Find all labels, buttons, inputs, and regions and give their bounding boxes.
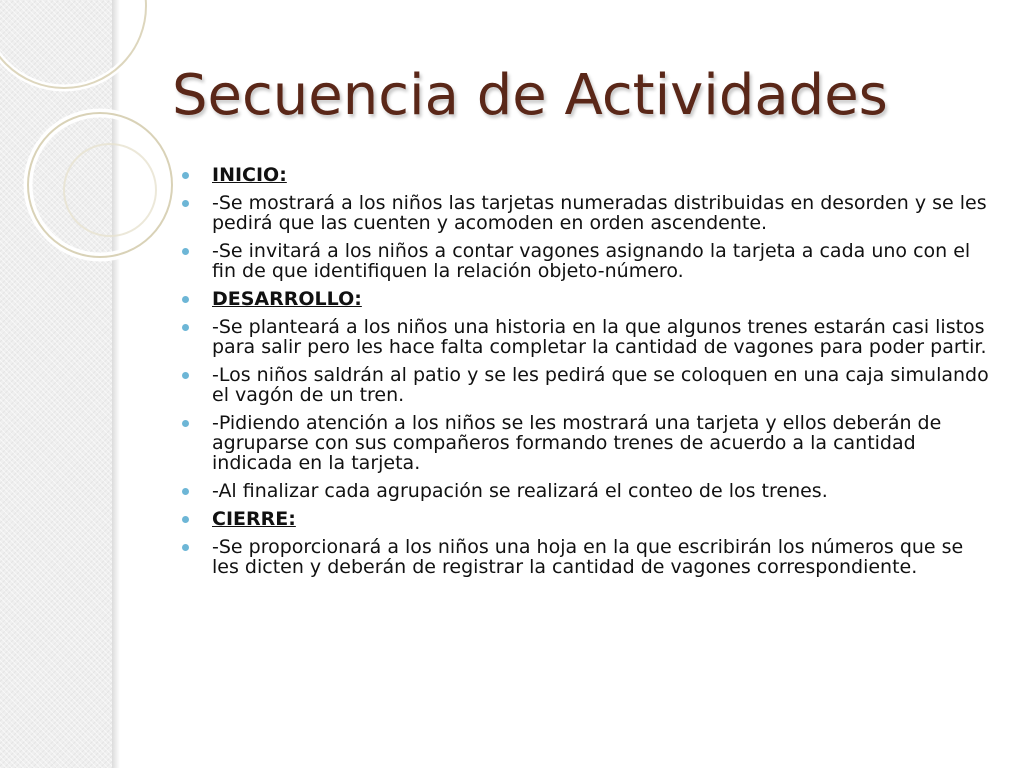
- bullet-dot-icon: [182, 248, 189, 255]
- bullet-dot-icon: [182, 172, 189, 179]
- activity-list: [182, 165, 992, 585]
- bullet-dot-icon: [182, 544, 189, 551]
- list-item: [182, 481, 992, 501]
- bullet-dot-icon: [182, 200, 189, 207]
- bullet-dot-icon: [182, 324, 189, 331]
- section-heading-desarrollo: [182, 289, 992, 309]
- list-item: [182, 241, 992, 281]
- decorative-rings: [0, 0, 190, 300]
- bullet-dot-icon: [182, 372, 189, 379]
- list-item-text: -Pidiendo atención a los niños se les mostrará una tarjeta y ellos deberán de agruparse con sus compañeros formando trenes de acuerdo a la cantidad indicada en la tarjeta.: [212, 412, 942, 474]
- list-item: [182, 317, 992, 357]
- section-heading-text: CIERRE:: [212, 508, 296, 530]
- list-item: [182, 365, 992, 405]
- bullet-dot-icon: [182, 296, 189, 303]
- list-item-text: -Se planteará a los niños una historia en la que algunos trenes estarán casi listos para salir pero les hace falta completar la cantidad de vagones para poder partir.: [212, 316, 987, 358]
- list-item-text: -Se mostrará a los niños las tarjetas numeradas distribuidas en desorden y se les pedirá que las cuenten y acomoden en orden ascendente.: [212, 192, 987, 234]
- bullet-dot-icon: [182, 420, 189, 427]
- section-heading-text: INICIO:: [212, 164, 287, 186]
- bullet-dot-icon: [182, 516, 189, 523]
- list-item-text: -Los niños saldrán al patio y se les pedirá que se coloquen en una caja simulando el vagón de un tren.: [212, 364, 989, 406]
- page-title: Secuencia de Actividades: [172, 63, 888, 128]
- list-item-text: -Se proporcionará a los niños una hoja en la que escribirán los números que se les dicten y deberán de registrar la cantidad de vagones correspondiente.: [212, 536, 964, 578]
- list-item-text: -Se invitará a los niños a contar vagones asignando la tarjeta a cada uno con el fin de que identifiquen la relación objeto-número.: [212, 240, 971, 282]
- list-item: [182, 193, 992, 233]
- list-item: [182, 537, 992, 577]
- section-heading-inicio: [182, 165, 992, 185]
- bullet-dot-icon: [182, 488, 189, 495]
- list-item-text: -Al finalizar cada agrupación se realizará el conteo de los trenes.: [212, 480, 828, 502]
- section-heading-cierre: [182, 509, 992, 529]
- section-heading-text: DESARROLLO:: [212, 288, 362, 310]
- list-item: [182, 413, 992, 473]
